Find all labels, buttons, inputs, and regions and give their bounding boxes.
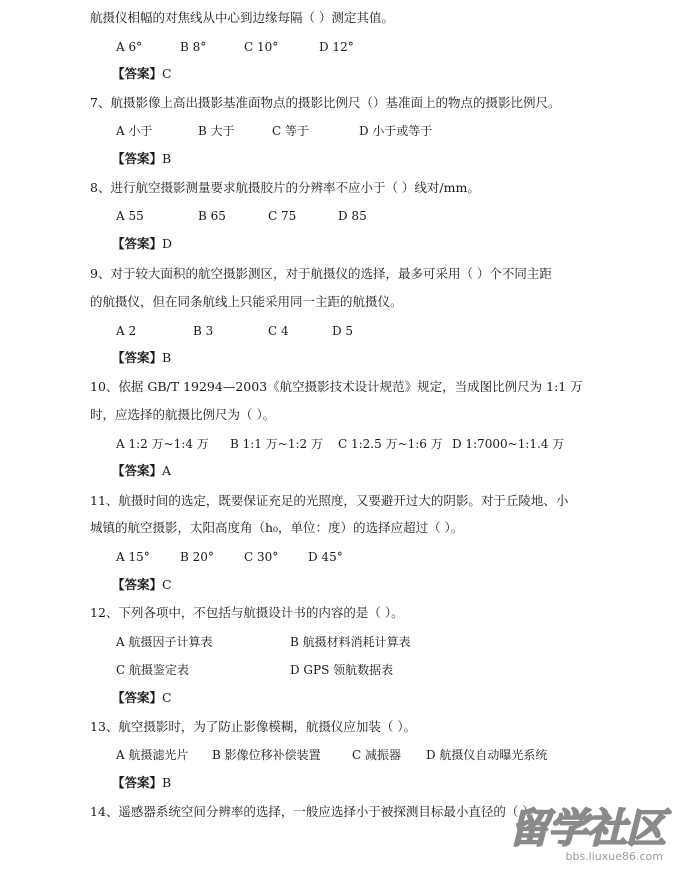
q7-option-b: B 大于: [198, 124, 235, 138]
q8-option-c: C 75: [268, 209, 297, 223]
q9-option-c: C 4: [268, 324, 289, 338]
q11-option-c: C 30°: [244, 550, 279, 564]
q10-option-d: D 1:7000~1:1.4 万: [452, 437, 565, 451]
question-10-text-line2: 时，应选择的航摄比例尺为（ ）。: [90, 407, 276, 422]
watermark-main-text: 留学社区: [509, 806, 665, 852]
answer-label: 【答案】: [112, 350, 163, 365]
q8-answer: [112, 236, 172, 252]
q11-answer: [112, 577, 172, 593]
q11-option-b: B 20°: [180, 550, 214, 564]
q8-option-d: D 85: [338, 209, 367, 223]
q9-option-a: A 2: [116, 324, 137, 338]
answer-label: 【答案】: [112, 151, 163, 166]
answer-label: 【答案】: [112, 463, 163, 478]
q12-option-c: C 航摄鉴定表: [116, 663, 189, 677]
q13-option-c: C 减振器: [352, 748, 401, 762]
q13-option-b: B 影像位移补偿装置: [212, 748, 321, 762]
q7-option-d: D 小于或等于: [359, 124, 433, 138]
q13-answer: [112, 775, 171, 791]
q5-option-b: B 8°: [180, 40, 207, 54]
answer-label: 【答案】: [112, 690, 163, 705]
answer-label: 【答案】: [112, 577, 163, 592]
watermark-url: bbs.liuxue86.com: [565, 850, 663, 863]
q5-option-d: D 12°: [319, 40, 354, 54]
answer-label: 【答案】: [112, 236, 163, 251]
answer-value: A: [162, 463, 172, 478]
q12-option-d: D GPS 领航数据表: [290, 663, 394, 677]
q5-option-a: A 6°: [116, 40, 143, 54]
question-13-text: 13、航空摄影时，为了防止影像模糊，航摄仪应加装（ ）。: [90, 719, 417, 734]
question-7-text: 7、航摄影像上高出摄影基准面物点的摄影比例尺（）基准面上的物点的摄影比例尺。: [90, 95, 561, 110]
answer-value: D: [162, 236, 173, 251]
question-9-text-line2: 的航摄仪，但在同条航线上只能采用同一主距的航摄仪。: [90, 294, 403, 309]
answer-value: B: [162, 350, 172, 365]
q9-option-b: B 3: [193, 324, 214, 338]
answer-value: C: [162, 690, 172, 705]
q13-option-a: A 航摄滤光片: [116, 748, 189, 762]
question-5-text: 航摄仪相幅的对焦线从中心到边缘每隔（ ）测定其值。: [90, 10, 394, 25]
question-14-text: 14、遥感器系统空间分辨率的选择，一般应选择小于被探测目标最小直径的（ ）。: [90, 804, 542, 819]
question-10-text-line1: 10、依据 GB/T 19294—2003《航空摄影技术设计规范》规定，当成图比例尺为 1:1 万: [90, 379, 583, 394]
q12-option-b: B 航摄材料消耗计算表: [290, 635, 411, 649]
q10-answer: [112, 463, 171, 479]
answer-label: 【答案】: [112, 775, 163, 790]
q5-answer: [112, 66, 172, 82]
answer-value: B: [162, 775, 172, 790]
q11-option-a: A 15°: [116, 550, 150, 564]
q9-option-d: D 5: [332, 324, 354, 338]
q8-option-b: B 65: [198, 209, 226, 223]
answer-value: B: [162, 151, 172, 166]
q10-option-c: C 1:2.5 万~1:6 万: [338, 437, 443, 451]
question-8-text: 8、进行航空摄影测量要求航摄胶片的分辨率不应小于（ ）线对/mm。: [90, 180, 480, 195]
question-12-text: 12、下列各项中，不包括与航摄设计书的内容的是（ ）。: [90, 605, 404, 620]
question-9-text-line1: 9、对于较大面积的航空摄影测区，对于航摄仪的选择，最多可采用（ ）个不同主距: [90, 266, 552, 281]
q11-option-d: D 45°: [308, 550, 343, 564]
q5-option-c: C 10°: [244, 40, 279, 54]
q12-option-a: A 航摄因子计算表: [116, 635, 213, 649]
q13-option-d: D 航摄仪自动曝光系统: [426, 748, 548, 762]
q7-answer: [112, 151, 171, 167]
answer-value: C: [162, 66, 172, 81]
watermark-logo: [501, 795, 671, 865]
q7-option-c: C 等于: [272, 124, 309, 138]
q8-option-a: A 55: [116, 209, 144, 223]
q9-answer: [112, 350, 171, 366]
q12-answer: [112, 690, 172, 706]
answer-value: C: [162, 577, 172, 592]
question-11-text-line1: 11、航摄时间的选定，既要保证充足的光照度，又要避开过大的阴影。对于丘陵地、小: [90, 493, 569, 508]
question-11-text-line2: 城镇的航空摄影，太阳高度角（h₀，单位：度）的选择应超过（ ）。: [90, 520, 464, 535]
answer-label: 【答案】: [112, 66, 163, 81]
q7-option-a: A 小于: [116, 124, 153, 138]
q10-option-a: A 1:2 万~1:4 万: [116, 437, 209, 451]
q10-option-b: B 1:1 万~1:2 万: [230, 437, 323, 451]
